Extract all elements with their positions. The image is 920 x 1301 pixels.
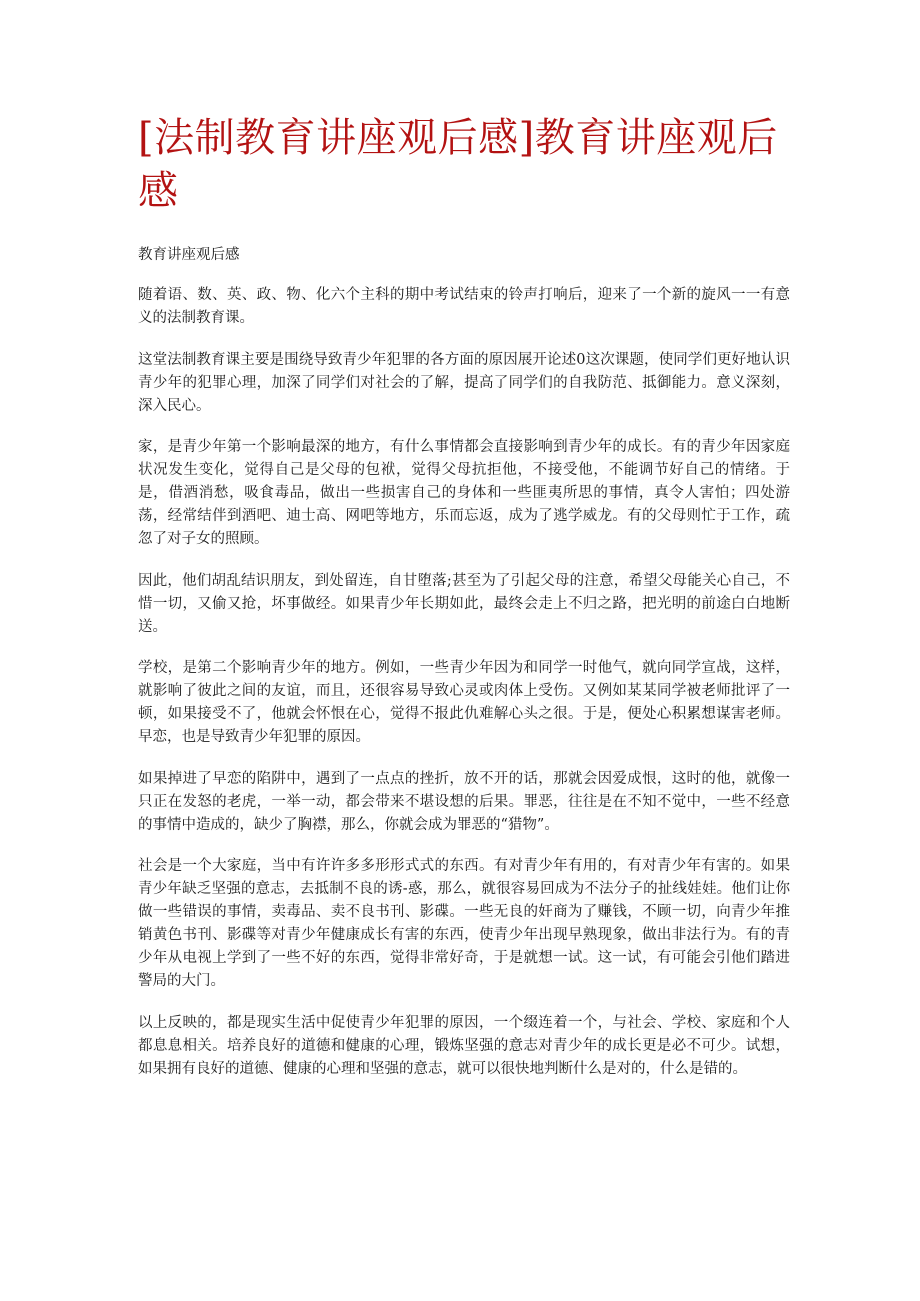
- paragraph-3: 家，是青少年第一个影响最深的地方，有什么事情都会直接影响到青少年的成长。有的青少年因家庭状况发生变化，觉得自己是父母的包袱，觉得父母抗拒他，不接受他，不能调节好自己的情绪。于是，借酒消愁，吸食毒品，做出一些损害自己的身体和一些匪夷所思的事情，真令人害怕；四处游荡，经常结伴到酒吧、迪士高、网吧等地方，乐而忘返，成为了逃学威龙。有的父母则忙于工作，疏忽了对子女的照顾。: [138, 439, 790, 547]
- paragraph-6: 如果掉进了早恋的陷阱中，遇到了一点点的挫折，放不开的话，那就会因爱成恨，这时的他，就像一只正在发怒的老虎，一举一动，都会带来不堪设想的后果。罪恶，往往是在不知不觉中，一些不经意的事情中造成的，缺少了胸襟，那么，你就会成为罪恶的“猎物”。: [138, 770, 790, 833]
- paragraph-1: 随着语、数、英、政、物、化六个主科的期中考试结束的铃声打响后，迎来了一个新的旋风一一有意义的法制教育课。: [138, 287, 790, 326]
- paragraph-4: 因此，他们胡乱结识朋友，到处留连，自甘堕落;甚至为了引起父母的注意，希望父母能关心自己，不惜一切，又偷又抢，坏事做经。如果青少年长期如此，最终会走上不归之路，把光明的前途白白地断送。: [138, 572, 790, 635]
- paragraph-5: 学校，是第二个影响青少年的地方。例如，一些青少年因为和同学一时他气，就向同学宣战，这样，就影响了彼此之间的友谊，而且，还很容易导致心灵或肉体上受伤。又例如某某同学被老师批评了一顿，如果接受不了，他就会怀恨在心，觉得不报此仇难解心头之很。于是，便处心积累想谋害老师。早恋，也是导致青少年犯罪的原因。: [138, 660, 790, 745]
- document-subtitle: 教育讲座观后感: [138, 247, 240, 263]
- paragraph-2: 这堂法制教育课主要是围绕导致青少年犯罪的各方面的原因展开论述0这次课题，使同学们更好地认识青少年的犯罪心理，加深了同学们对社会的了解，提高了同学们的自我防范、抵御能力。意义深刻，深入民心。: [138, 351, 790, 414]
- paragraph-8: 以上反映的，都是现实生活中促使青少年犯罪的原因，一个缀连着一个，与社会、学校、家庭和个人都息息相关。培养良好的道德和健康的心理，锻炼坚强的意志对青少年的成长更是必不可少。试想，如果拥有良好的道德、健康的心理和坚强的意志，就可以很快地判断什么是对的，什么是错的。: [138, 1014, 790, 1077]
- paragraph-7: 社会是一个大家庭，当中有许许多多形形式式的东西。有对青少年有用的，有对青少年有害的。如果青少年缺乏坚强的意志，去抵制不良的诱-惑，那么，就很容易回成为不法分子的扯线娃娃。他们让你做一些错误的事情，卖毒品、卖不良书刊、影碟。一些无良的奸商为了赚钱，不顾一切，向青少年推销黄色书刊、影碟等对青少年健康成长有害的东西，使青少年出现早熟现象，做出非法行为。有的青少年从电视上学到了一些不好的东西，觉得非常好奇，于是就想一试。这一试，有可能会引他们踏进警局的大门。: [138, 858, 790, 989]
- document-title: [法制教育讲座观后感]教育讲座观后感: [138, 115, 778, 214]
